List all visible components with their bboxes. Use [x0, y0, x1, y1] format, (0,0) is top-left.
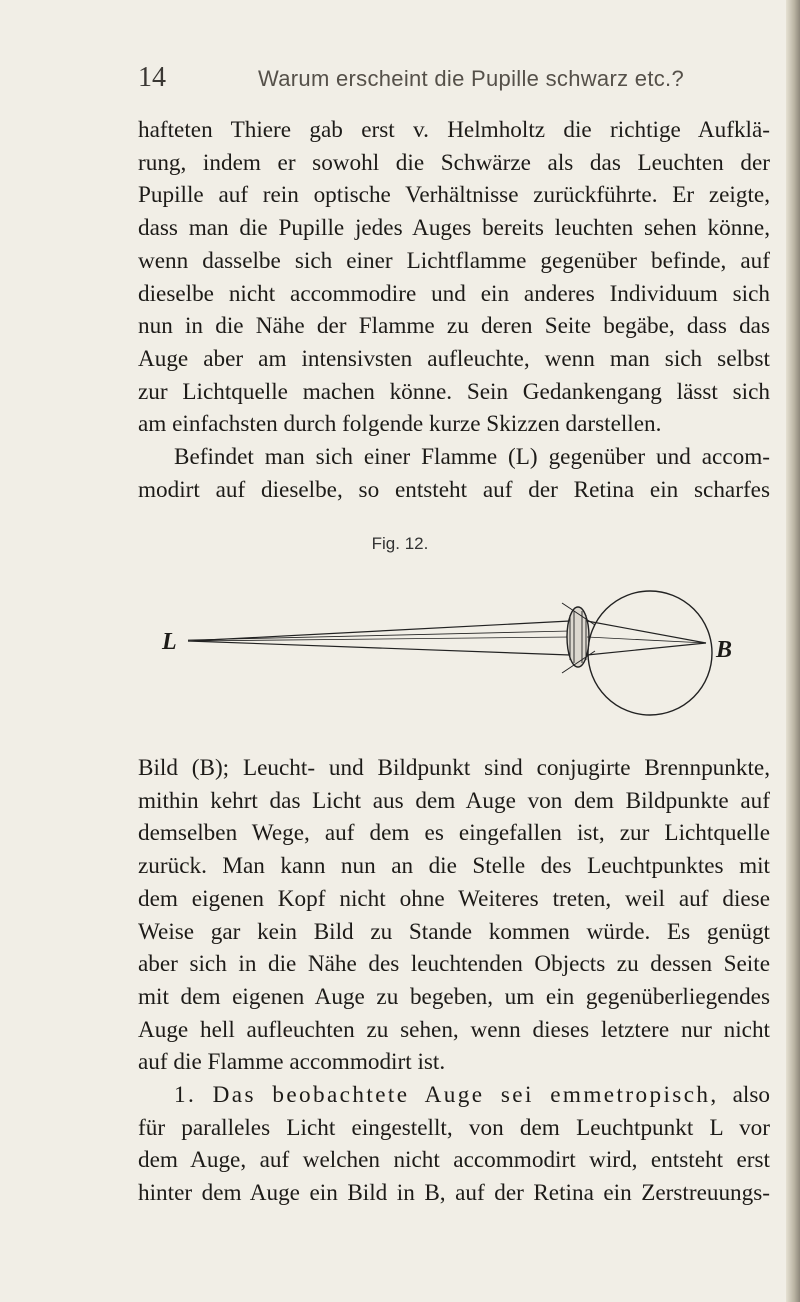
text-line: Bild (B); Leucht- und Bildpunkt sind conjugirte Brennpunkte, — [138, 755, 770, 781]
running-title: Warum erscheint die Pupille schwarz etc.? — [258, 66, 684, 91]
text-line: Auge hell aufleuchten zu sehen, wenn dieses letztere nur nicht — [138, 1016, 770, 1043]
text-line — [138, 1079, 770, 1112]
text-line: Befindet man sich einer Flamme (L) gegenüber und accom- — [174, 444, 770, 470]
spaced-text: 1. Das beobachtete Auge sei emmetropisch, — [174, 1082, 719, 1108]
text-line: dieselbe nicht accommodire und ein anderes Individuum sich — [138, 280, 770, 307]
text-line: rung, indem er sowohl die Schwärze als das Leuchten der — [138, 149, 770, 176]
text-line: am einfachsten durch folgende kurze Skizzen darstellen. — [138, 411, 662, 438]
text-line: zurück. Man kann nun an die Stelle des Leuchtpunktes mit — [138, 853, 770, 880]
text-line: nun in die Nähe der Flamme zu deren Seite begäbe, dass das — [138, 313, 770, 340]
page-number: 14 — [138, 62, 166, 93]
paragraph-1 — [138, 114, 770, 441]
text-line: mit dem eigenen Auge zu begeben, um ein gegenüberliegendes — [138, 983, 770, 1010]
text-line: hinter dem Auge ein Bild in B, auf der Retina ein Zerstreuungs- — [138, 1180, 770, 1207]
label-image-point: B — [716, 637, 733, 663]
paragraph-3 — [138, 752, 770, 1079]
page-header — [138, 62, 778, 102]
text-line: für paralleles Licht eingestellt, von dem Leuchtpunkt L vor — [138, 1114, 770, 1141]
text-line: Auge aber am intensivsten aufleuchte, wenn man sich selbst — [138, 345, 770, 372]
text-line: dem eigenen Kopf nicht ohne Weiteres treten, weil auf diese — [138, 885, 770, 912]
text-line: aber sich in die Nähe des leuchtenden Objects zu dessen Seite — [138, 951, 770, 978]
ray-lower — [188, 641, 570, 655]
ray-inner-lower — [587, 643, 706, 655]
text-line: Pupille auf rein optische Verhältnisse zurückführte. Er zeigte, — [138, 182, 770, 209]
text-line: Weise gar kein Bild zu Stande kommen würde. Es genügt — [138, 918, 770, 945]
eye-diagram — [150, 585, 750, 725]
figure-caption: Fig. 12. — [371, 534, 429, 553]
text-line: modirt auf dieselbe, so entsteht auf der Retina ein scharfes — [138, 476, 770, 503]
text-line: mithin kehrt das Licht aus dem Auge von dem Bildpunkte auf — [138, 787, 770, 814]
text-fragment: also — [718, 1082, 770, 1108]
paragraph-4 — [138, 1079, 770, 1210]
text-line: wenn dasselbe sich einer Lichtflamme gegenüber befinde, auf — [138, 247, 770, 274]
text-line: dem Auge, auf welchen nicht accommodirt wird, entsteht erst — [138, 1147, 770, 1174]
text-line: zur Lichtquelle machen könne. Sein Gedankengang lässt sich — [138, 378, 770, 405]
label-light-source: L — [162, 629, 177, 655]
paragraph-2 — [138, 441, 770, 506]
text-line: hafteten Thiere gab erst v. Helmholtz die richtige Aufklä- — [138, 117, 770, 143]
text-line: dass man die Pupille jedes Auges bereits leuchten sehen könne, — [138, 215, 770, 242]
page-edge — [786, 0, 800, 1302]
text-line: auf die Flamme accommodirt ist. — [138, 1049, 446, 1076]
text-line: demselben Wege, auf dem es eingefallen ist, zur Lichtquelle — [138, 820, 770, 847]
